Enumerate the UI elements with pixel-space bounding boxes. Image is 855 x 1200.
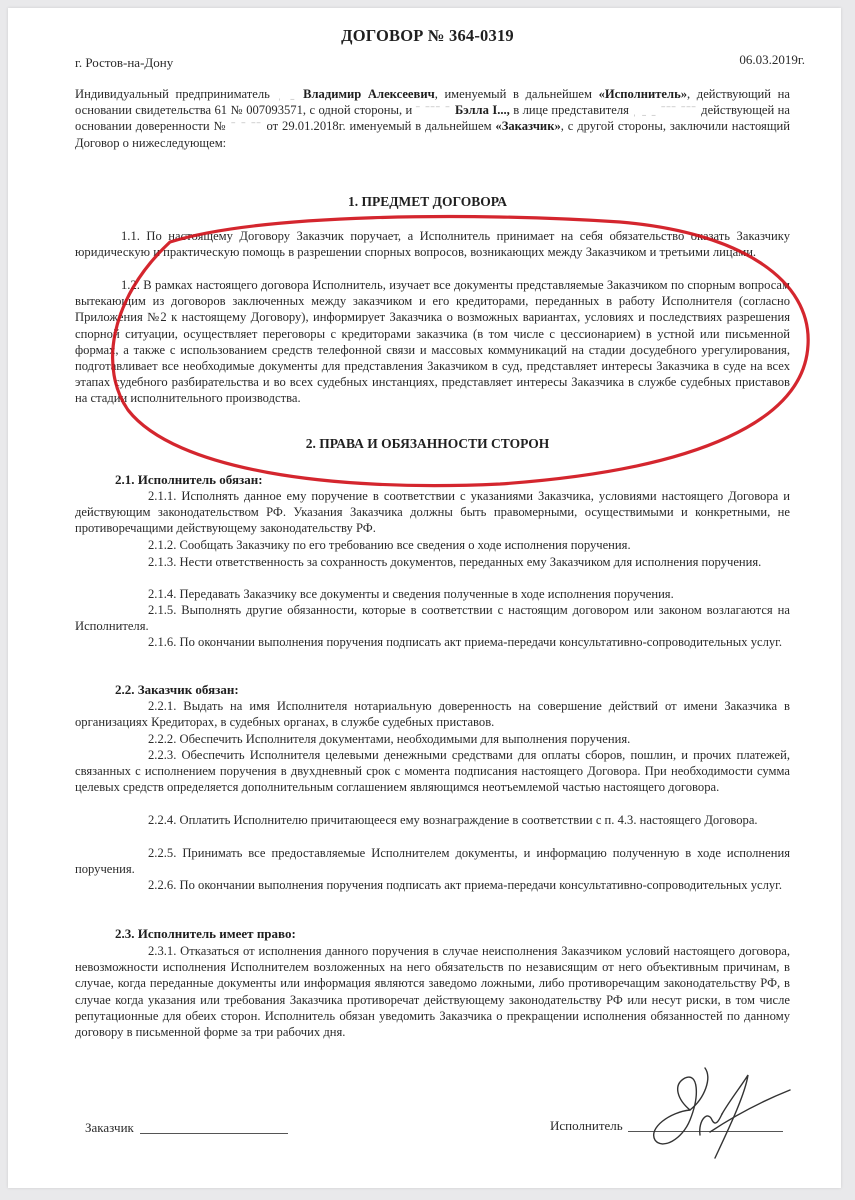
preamble-text: , с другой стороны, заключили настоящий Договор о нижеследующем: xyxy=(75,119,790,150)
redacted-surname: ˌ ˍ xyxy=(269,87,304,101)
executor-name: Владимир Алексеевич xyxy=(303,87,435,101)
subsection-2-3-heading: 2.3. Исполнитель имеет право: xyxy=(115,926,296,941)
signature-scribble-icon xyxy=(654,1068,790,1158)
customer-role: «Заказчик» xyxy=(495,119,561,134)
clause-text: 2.1.2. Сообщать Заказчику по его требованию все сведения о ходе исполнения поручения. xyxy=(148,538,631,552)
redacted-representative: ˌ ˍ ˍ ˉˉˉ ˉˉˉ xyxy=(632,103,702,118)
clause-2-1-3 xyxy=(75,554,790,570)
document-date: 06.03.2019г. xyxy=(739,52,805,67)
executor-role: «Исполнитель» xyxy=(598,87,688,101)
clause-2-2-2 xyxy=(75,731,790,747)
clause-text: 2.2.6. По окончании выполнения поручения подписать акт приема-передачи консультативно-сопроводительных услуг. xyxy=(148,878,783,892)
clause-2-2-6 xyxy=(75,877,790,893)
clause-2-1-5 xyxy=(75,602,790,634)
clause-text: 2.2.4. Оплатить Исполнителю причитающееся ему вознаграждение в соответствии с п. 4.3. настоящего Договора. xyxy=(148,813,758,827)
clause-text: 1.1. По настоящему Договору Заказчик поручает, а Исполнитель принимает на себя обязательство оказать Заказчику юридическую и практическую помощь в разрешении спорных вопросов, возникающих между Заказчиком и третьими лицами. xyxy=(75,229,790,260)
clause-2-2-5 xyxy=(75,845,790,877)
executor-signature-line xyxy=(628,1131,783,1132)
clause-text: 2.2.3. Обеспечить Исполнителя целевыми денежными средствами для оплаты сборов, пошлин, и прочих платежей, связанных с исполнением поручения в двухдневный срок с момента подписания настоящего Договора. При необходимости сумма целевых средств определяется дополнительным соглашением являющимся неотъемлемой частью настоящего договора. xyxy=(75,748,790,795)
clause-text: 2.2.5. Принимать все предоставляемые Исполнителем документы, и информацию полученную в ходе исполнения поручения. xyxy=(75,846,790,877)
clause-text: 2.1.6. По окончании выполнения поручения подписать акт приема-передачи консультативно-сопроводительных услуг. xyxy=(148,635,783,649)
clause-1-1 xyxy=(75,228,790,260)
redacted-customer-surname: ˉ ˉˉˉ ˉ xyxy=(415,103,455,118)
clause-2-3-1 xyxy=(75,943,790,1040)
clause-1-2 xyxy=(75,277,790,407)
clause-2-1-1 xyxy=(75,488,790,537)
preamble-text: в лице представителя xyxy=(509,103,633,118)
preamble-paragraph xyxy=(75,86,790,151)
clause-2-1-2 xyxy=(75,537,790,553)
clause-text: 2.2.2. Обеспечить Исполнителя документами, необходимыми для выполнения поручения. xyxy=(148,732,631,746)
preamble-text: , действующий на основании свидетельства 61 № 007093571, с одной стороны, и xyxy=(75,87,790,118)
document-city: г. Ростов-на-Дону xyxy=(75,55,174,70)
clause-text: 2.1.5. Выполнять другие обязанности, которые в соответствии с настоящим договором или законом возлагаются на Исполнителя. xyxy=(75,603,790,634)
clause-text: 2.1.1. Исполнять данное ему поручение в соответствии с указаниями Заказчика, условиями настоящего Договора и действующим законодательством РФ. Указания Заказчика должны быть правомерными, осуществимыми и конкретными, не противоречащими действующему законодательству РФ. xyxy=(75,489,790,536)
clause-text: 1.2. В рамках настоящего договора Исполнитель, изучает все документы представляемые Заказчиком по спорным вопросам вытекающим из договоров заключенных между заказчиком и его кредиторами, переданных в работу Исполнителя (согласно Приложения №2 к настоящему Договору), информирует Заказчика о возможных вариантах, условиях и последствиях разрешения спорной ситуации, осуществляет переговоры с кредиторами заказчика (в том числе с цессионарием) в устной или письменной формах, а также с использованием средств телефонной связи и массовых коммуникаций на стадии досудебного урегулирования, подготавливает все необходимые документы для представления Заказчиком в суд, представляет интересы Заказчика в суде на всех этапах судебного разбирательства и во всех судебных инстанциях, представляет интересы Заказчика в службе судебных приставов на стадии исполнительного производства. xyxy=(75,278,790,406)
clause-text: 2.1.4. Передавать Заказчику все документы и сведения полученные в ходе исполнения поручения. xyxy=(148,587,674,601)
subsection-2-1-heading: 2.1. Исполнитель обязан: xyxy=(115,472,263,487)
customer-name: Бэлла I..., xyxy=(454,103,510,118)
clause-2-1-6 xyxy=(75,634,790,650)
redacted-power-of-attorney: ˉ ˉ ˉˉ xyxy=(226,119,267,134)
document-title: ДОГОВОР № 364-0319 xyxy=(341,26,514,45)
clause-text: 2.2.1. Выдать на имя Исполнителя нотариальную доверенность на совершение действий от имени Заказчика в организациях Кредиторах, в судебных органах, в службе судебных приставов. xyxy=(75,699,790,730)
clause-text: 2.1.3. Нести ответственность за сохранность документов, переданных ему Заказчиком для исполнения поручения. xyxy=(148,555,762,569)
preamble-text: от 29.01.2018г. именуемый в дальнейшем xyxy=(266,119,496,134)
customer-signature-label: Заказчик xyxy=(85,1120,134,1135)
preamble-text: , именуемый в дальнейшем xyxy=(434,87,599,101)
customer-signature-line xyxy=(140,1133,288,1134)
clause-2-2-3 xyxy=(75,747,790,796)
preamble-text: действующей на основании доверенности № xyxy=(75,103,790,134)
clause-2-1-4 xyxy=(75,586,790,602)
clause-2-2-1 xyxy=(75,698,790,730)
section-2-heading: 2. ПРАВА И ОБЯЗАННОСТИ СТОРОН xyxy=(305,436,550,451)
subsection-2-2-heading: 2.2. Заказчик обязан: xyxy=(115,682,239,697)
clause-2-2-4 xyxy=(75,812,790,828)
section-1-heading: 1. ПРЕДМЕТ ДОГОВОРА xyxy=(348,194,507,209)
clause-text: 2.3.1. Отказаться от исполнения данного поручения в случае неисполнения Заказчиком условий настоящего договора, невозможности исполнения Исполнителем возложенных на него обязательств по независящим от него объективным причинам, в случае, когда переданные документы или информация являются заведомо ложными, либо противоречащим законодательству РФ, в случае когда указания или требования Заказчика противоречат действующему законодательству РФ или несут риски, в том числе репутационные для обеих сторон. Исполнитель обязан уведомить Заказчика о прекращении исполнения обязанностей по данному договору в письменной форме за три рабочих дня. xyxy=(75,944,790,1040)
preamble-text: Индивидуальный предприниматель xyxy=(75,87,270,101)
executor-signature-label: Исполнитель xyxy=(550,1118,623,1133)
